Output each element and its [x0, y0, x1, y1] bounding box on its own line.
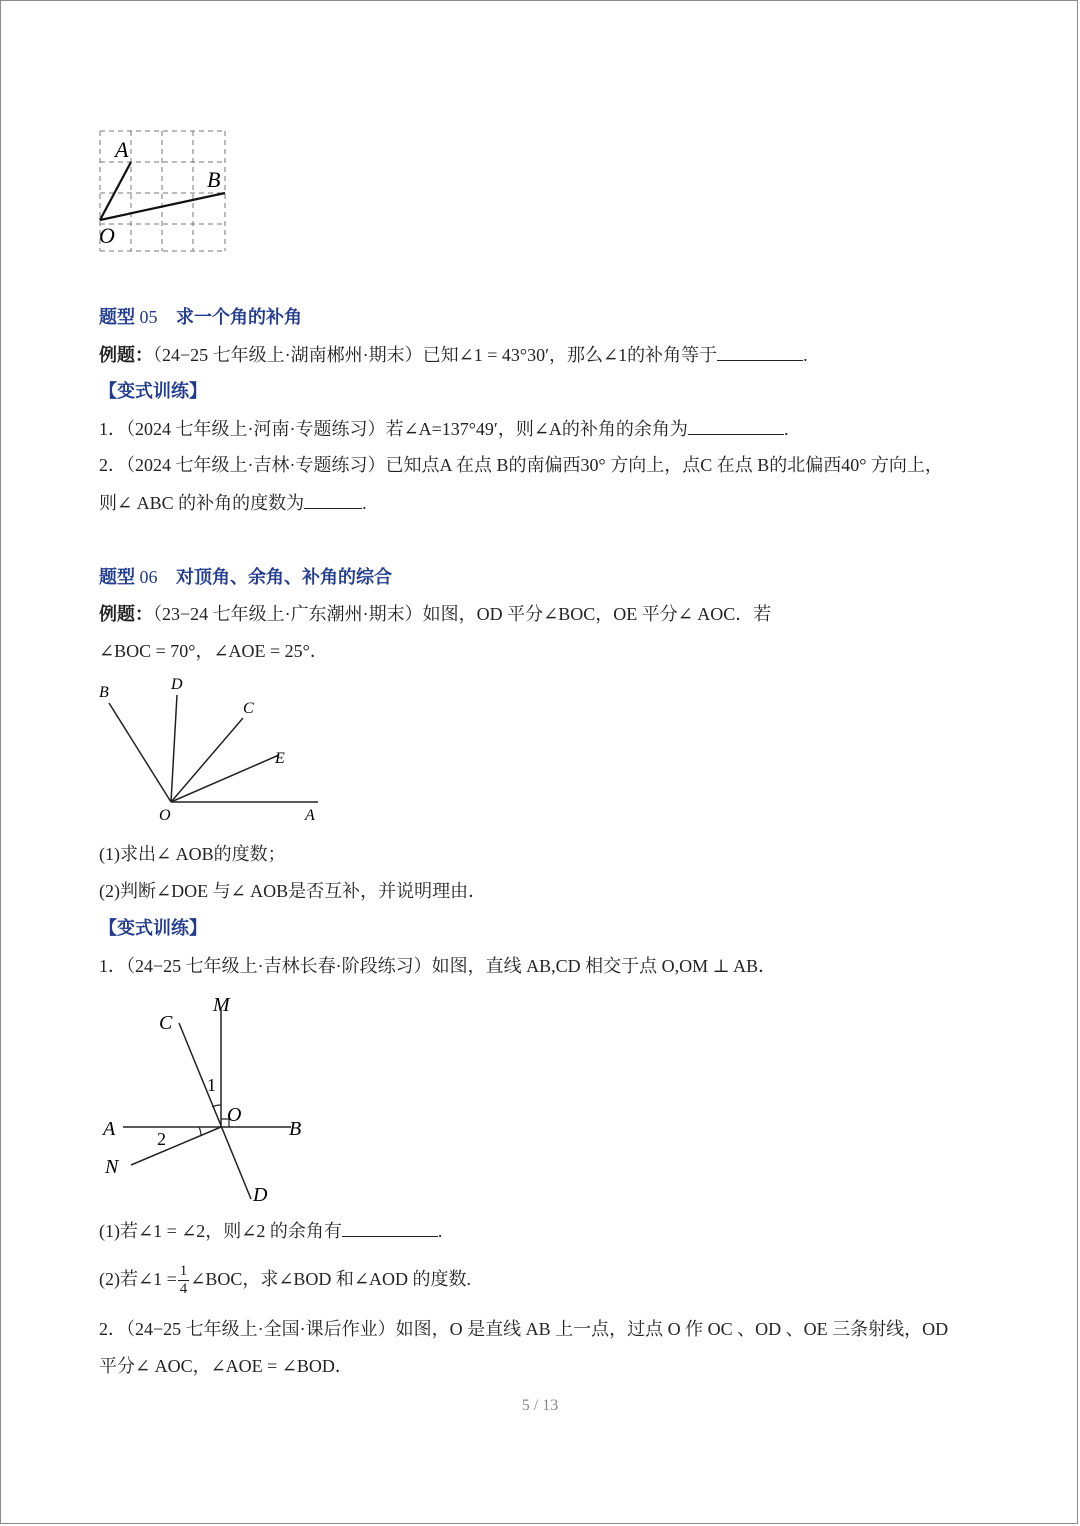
label-a: A	[103, 1118, 116, 1140]
section-label: 题型	[99, 307, 135, 327]
angle-2-arc	[199, 1127, 201, 1136]
section-06-sub-question-1: (1)求出∠ AOB的度数；	[99, 844, 286, 864]
section-06-example-line2: ∠BOC = 70°，∠AOE = 25°．	[99, 641, 328, 661]
ray-on	[131, 1127, 221, 1165]
section-06-variant-2-line2: 平分∠ AOC，∠AOE = ∠BOD．	[99, 1356, 353, 1376]
ray-oe	[171, 755, 279, 802]
section-05-question-2-line2	[99, 490, 367, 515]
question-text: (1)若∠1 = ∠2，则∠2 的余角有	[99, 1221, 342, 1241]
answer-blank[interactable]	[688, 416, 784, 435]
question-text-pre: (2)若∠1 =	[99, 1269, 177, 1289]
label-c: C	[243, 700, 254, 717]
section-title: 对顶角、余角、补角的综合	[176, 567, 392, 587]
section-05-example	[99, 342, 808, 367]
variant-header-05: 【变式训练】	[99, 381, 207, 401]
variant-1-sub-question-1	[99, 1218, 442, 1243]
label-e: E	[275, 750, 285, 767]
section-05-question-1	[99, 416, 788, 441]
label-c: C	[159, 1012, 173, 1034]
label-m: M	[213, 994, 230, 1016]
section-05-heading	[99, 305, 302, 329]
rays-figure	[95, 673, 335, 829]
fraction-one-quarter	[178, 1263, 190, 1298]
example-text: （24−25 七年级上·湖南郴州·期末）已知∠1 = 43°30′，那么∠1的补角等于	[153, 345, 718, 365]
section-06-heading	[99, 565, 392, 589]
ray-oc	[171, 718, 243, 802]
period: .	[783, 419, 789, 439]
period: .	[437, 1221, 443, 1241]
fraction-numerator: 1	[179, 1263, 188, 1280]
fraction-denominator: 4	[179, 1281, 188, 1298]
example-text: （23−24 七年级上·广东潮州·期末）如图，OD 平分∠BOC，OE 平分∠ AOC．若	[153, 604, 772, 624]
label-d: D	[171, 676, 183, 693]
example-label: 例题：	[99, 604, 153, 624]
label-a: A	[115, 137, 129, 162]
variant-header-06: 【变式训练】	[99, 918, 207, 938]
label-a: A	[305, 807, 315, 824]
label-angle-1: 1	[207, 1075, 216, 1095]
section-label: 题型	[99, 567, 135, 587]
section-number: 06	[139, 567, 158, 587]
example-label: 例题：	[99, 345, 153, 365]
ray-ob	[109, 703, 171, 802]
answer-blank[interactable]	[342, 1218, 438, 1237]
period: .	[362, 493, 367, 513]
intersecting-lines-figure	[95, 989, 319, 1211]
page-number: 5 / 13	[521, 1397, 559, 1414]
answer-blank[interactable]	[717, 342, 803, 361]
section-06-example	[99, 602, 771, 626]
question-text: 1．（2024 七年级上·河南·专题练习）若∠A=137°49′，则∠A的补角的余角为	[99, 419, 688, 439]
period: .	[803, 345, 808, 365]
question-text: 则∠ ABC 的补角的度数为	[99, 493, 305, 513]
section-06-variant-1: 1．（24−25 七年级上·吉林长春·阶段练习）如图，直线 AB,CD 相交于点 O,OM ⊥ AB．	[99, 956, 777, 976]
label-o: O	[99, 223, 115, 248]
section-05-question-2-line1: 2．（2024 七年级上·吉林·专题练习）已知点A 在点 B的南偏西30° 方向上，点C 在点 B的北偏西40° 方向上，	[99, 455, 943, 475]
label-b: B	[207, 167, 221, 192]
label-b: B	[289, 1118, 302, 1140]
label-n: N	[105, 1156, 119, 1178]
ray-od	[171, 695, 177, 802]
section-title: 求一个角的补角	[176, 307, 302, 327]
label-o: O	[227, 1104, 242, 1126]
label-o: O	[159, 807, 171, 824]
label-angle-2: 2	[157, 1129, 166, 1149]
section-06-variant-2-line1: 2．（24−25 七年级上·全国·课后作业）如图，O 是直线 AB 上一点，过点 O 作 OC 、OD 、OE 三条射线，OD	[99, 1319, 949, 1339]
label-d: D	[253, 1184, 268, 1206]
ray-oa	[100, 162, 131, 220]
label-b: B	[99, 684, 109, 701]
grid-angle-figure	[93, 123, 233, 259]
answer-blank[interactable]	[304, 490, 362, 509]
section-number: 05	[139, 307, 158, 327]
question-text-post: ∠BOC，求∠BOD 和∠AOD 的度数.	[190, 1269, 471, 1289]
variant-1-sub-question-2	[99, 1263, 471, 1298]
section-06-sub-question-2: (2)判断∠DOE 与∠ AOB是否互补，并说明理由．	[99, 881, 487, 901]
